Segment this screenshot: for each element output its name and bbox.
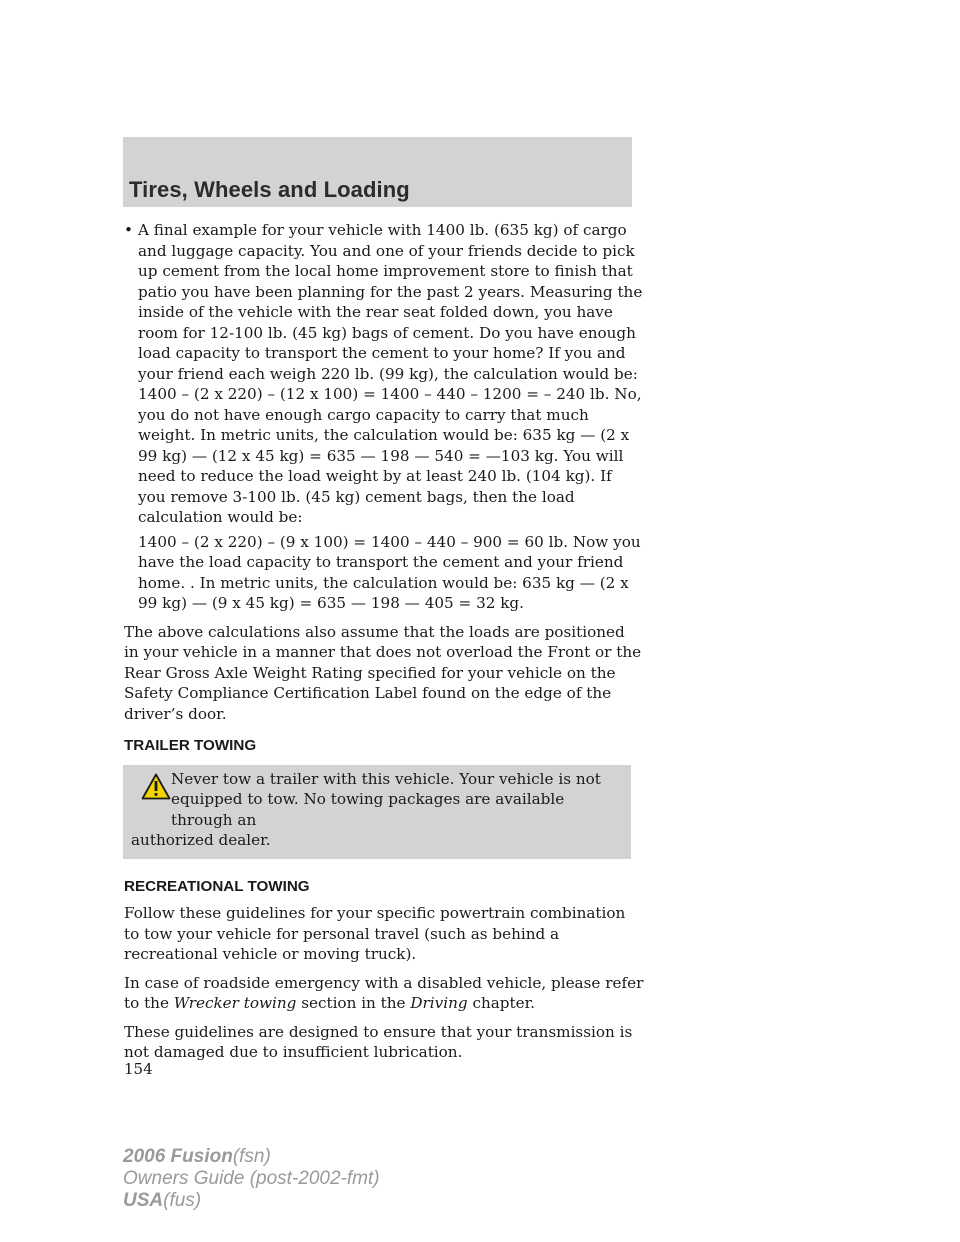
warning-line-3: authorized dealer. — [131, 831, 271, 849]
footer-market-code: (fus) — [163, 1190, 202, 1211]
footer-model: 2006 Fusion — [123, 1146, 233, 1167]
paragraph-roadside — [124, 973, 644, 1014]
bullet-continuation: 1400 – (2 x 220) – (9 x 100) = 1400 – 440 – 900 = 60 lb. Now you have the load capacity to transport the cement and your friend home. . In metric units, the calculation would be: 635 kg — (2 x 99 kg) — (9 x 45 kg) = 635 — 198 — 405 = 32 kg. — [138, 532, 641, 612]
bullet-item-final-example — [124, 220, 644, 528]
roadside-text-end: chapter. — [472, 994, 536, 1012]
page-content — [124, 220, 644, 1063]
paragraph-lubrication: These guidelines are designed to ensure that your transmission is not damaged due to insufficient lubrication. — [124, 1022, 633, 1061]
reference-driving-chapter: Driving — [410, 994, 468, 1012]
footer-line-3 — [123, 1190, 380, 1212]
bullet-text: A final example for your vehicle with 1400 lb. (635 kg) of cargo and luggage capacity. You and one of your friends decide to pick up cement from the local home improvement store to finish that patio you have been planning for the past 2 years. Measuring the inside of the vehicle with the rear seat folded down, you have room for 12-100 lb. (45 kg) bags of cement. Do you have enough load capacity to transport the cement to your home? If you and your friend each weigh 220 lb. (99 kg), the calculation would be: 1400 – (2 x 220) – (12 x 100) = 1400 – 440 – 1200 = – 240 lb. No, you do not have enough cargo capacity to carry that much weight. In metric units, the calculation would be: 635 kg — (2 x 99 kg) — (12 x 45 kg) = 635 — 198 — 540 = —103 kg. You will need to reduce the load weight by at least 240 lb. (104 kg). If you remove 3-100 lb. (45 kg) cement bags, then the load calculation would be: — [138, 221, 643, 526]
bullet-mark: • — [124, 221, 133, 239]
warning-box — [123, 765, 631, 859]
section-title: Tires, Wheels and Loading — [129, 177, 410, 202]
warning-line-2: equipped to tow. No towing packages are available through an — [171, 790, 565, 829]
section-header-band — [123, 137, 632, 207]
roadside-text-start: In case of roadside emergency with a disabled vehicle, please refer to the — [124, 973, 644, 1012]
paragraph-assumption: The above calculations also assume that the loads are positioned in your vehicle in a manner that does not overload the Front or the Rear Gross Axle Weight Rating specified for your vehicle on the Safety Compliance Certification Label found on the edge of the driver’s door. — [124, 622, 642, 723]
footer-model-code: (fsn) — [232, 1146, 271, 1167]
reference-wrecker-towing: Wrecker towing — [173, 994, 297, 1012]
paragraph-guidelines: Follow these guidelines for your specific powertrain combination to tow your vehicle for personal travel (such as behind a recreational vehicle or moving truck). — [124, 904, 626, 963]
footer-line-2: Owners Guide (post-2002-fmt) — [123, 1168, 380, 1189]
page-number: 154 — [124, 1060, 153, 1078]
warning-triangle-icon — [141, 773, 171, 800]
warning-line-1: Never tow a trailer with this vehicle. Your vehicle is not — [171, 769, 601, 788]
heading-recreational-towing: RECREATIONAL TOWING — [124, 877, 310, 895]
footer-line-1 — [123, 1146, 380, 1168]
document-footer — [123, 1146, 380, 1212]
roadside-text-middle: section in the — [301, 994, 406, 1012]
heading-trailer-towing: TRAILER TOWING — [124, 737, 257, 754]
footer-market: USA — [123, 1190, 164, 1211]
